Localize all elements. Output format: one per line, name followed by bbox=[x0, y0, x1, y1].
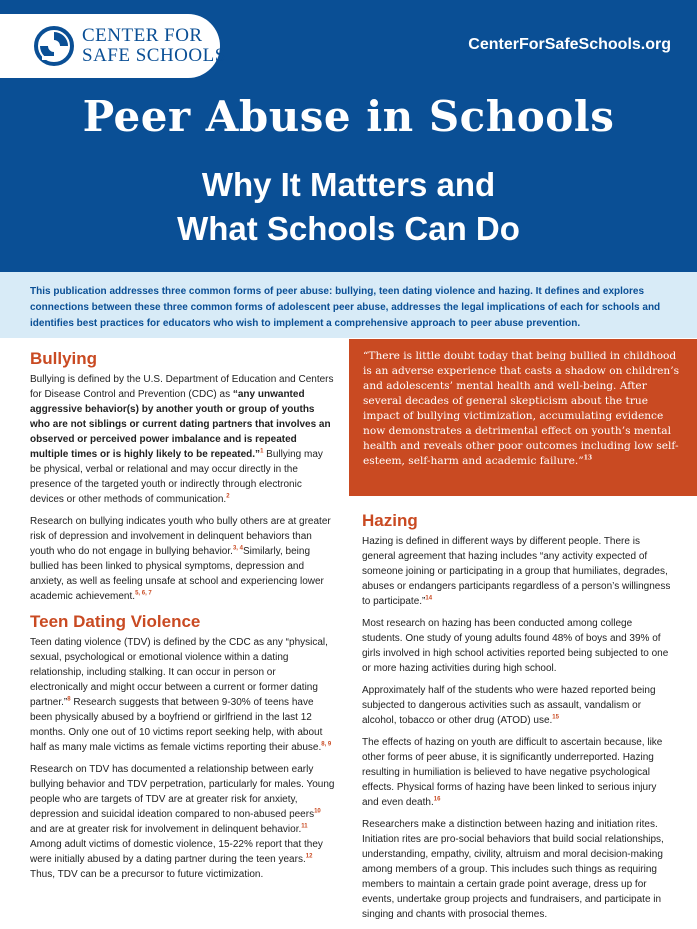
footnote-ref: 13 bbox=[583, 454, 593, 462]
footnote-ref: 5, 6, 7 bbox=[135, 590, 152, 597]
subtitle-line-2: What Schools Can Do bbox=[177, 210, 520, 247]
footnote-ref: 2 bbox=[226, 493, 230, 500]
site-url-link[interactable]: CenterForSafeSchools.org bbox=[468, 36, 671, 53]
footnote-ref: 8 bbox=[67, 696, 71, 703]
text-span: Teen dating violence (TDV) is defined by the CDC as any “physical, sexual, psychological or emotional violence within a dating relationship, including stalking. It can occur in person or electronically and might occur between a current or former dating partner.” bbox=[30, 637, 328, 708]
text-span: Hazing is defined in different ways by different people. There is general agreement that hazing includes “any activity expected of someone joining or participating in a group that humiliates, degrades, abuses or endangers participants regardless of a person’s willingness to participate.” bbox=[362, 536, 671, 607]
text-span: Bullying is defined by the U.S. Department of Education and Centers for Disease Control and Prevention (CDC) as bbox=[30, 374, 334, 400]
hazing-heading: Hazing bbox=[362, 511, 418, 530]
text-span: Similarly, being bullied has been linked to physical symptoms, depression and anxiety, as well as feeling unsafe at school and experiencing lower academic achievement. bbox=[30, 546, 324, 602]
logo-line-1: CENTER FOR bbox=[82, 25, 203, 46]
logo-icon bbox=[34, 26, 74, 66]
page-subtitle bbox=[0, 163, 697, 251]
footnote-ref: 1 bbox=[260, 448, 264, 455]
definition-bold: “any unwanted aggressive behavior(s) by another youth or group of youths who are not siblings or current dating partners that involves an observed or perceived power imbalance and is repeated multiple times or is highly likely to be repeated.” bbox=[30, 389, 331, 460]
subtitle-line-1: Why It Matters and bbox=[201, 166, 496, 203]
footnote-ref: 3, 4 bbox=[232, 545, 243, 552]
text-span: Approximately half of the students who were hazed reported being subjected to dangerous activities such as assault, vandalism or alcohol, tobacco or other drug (ATOD) use. bbox=[362, 685, 656, 726]
page-title: Peer Abuse in Schools bbox=[82, 92, 615, 141]
bullying-paragraph-2 bbox=[30, 514, 335, 604]
tdv-paragraph-1 bbox=[30, 635, 335, 755]
hazing-paragraph-2: Most research on hazing has been conducted among college students. One study of young adults found 48% of boys and 39% of girls involved in high school activities reported being subjected to one or more hazing activities during high school. bbox=[362, 618, 669, 674]
footnote-ref: 16 bbox=[433, 796, 441, 803]
logo[interactable] bbox=[0, 14, 226, 78]
footnote-ref: 11 bbox=[301, 823, 308, 830]
hazing-paragraph-4 bbox=[362, 735, 672, 810]
hazing-paragraph-3 bbox=[362, 683, 672, 728]
logo-wordmark bbox=[82, 26, 226, 66]
text-span: Research suggests that between 9-30% of teens have been physically abused by a boyfriend or girlfriend in the last 12 months. Only one out of 10 victims report seeking help, with about half as many male victims as female victims reporting their abuse. bbox=[30, 697, 323, 753]
tdv-paragraph-2 bbox=[30, 762, 335, 882]
footnote-ref: 14 bbox=[425, 595, 433, 602]
text-span: Research on TDV has documented a relationship between early bullying behavior and TDV perpetration, particularly for males. Young people who are targets of TDV are at greater risk for anxiety, depression and suicidal ideation compared to non-abused peers bbox=[30, 764, 335, 820]
text-span: Thus, TDV can be a precursor to future victimization. bbox=[30, 869, 264, 880]
header-banner bbox=[0, 0, 697, 272]
tdv-heading: Teen Dating Violence bbox=[30, 612, 201, 631]
footnote-ref: 8, 9 bbox=[321, 741, 332, 748]
text-span: The effects of hazing on youth are difficult to ascertain because, like other forms of peer abuse, it is significantly underreported. Hazing resulting in humiliation is believed to have negative psychological effects. Physical forms of hazing have been linked to serious injury and even death. bbox=[362, 737, 663, 808]
quote-text: “There is little doubt today that being bullied in childhood is an adverse experience that casts a shadow on children’s and adolescents’ mental health and well-being. After several decades of general skepticism about the true impact of bullying victimization, accumulating evidence now demonstrates a detrimental effect on youth’s mental health and reveals other poor outcomes including low self-esteem, self-harm and academic failure.” bbox=[363, 350, 680, 467]
pull-quote bbox=[349, 339, 697, 496]
text-span: Research on bullying indicates youth who bully others are at greater risk of depression and involvement in delinquent behaviors than youth who do not engage in bullying behavior. bbox=[30, 516, 331, 557]
text-span: Among adult victims of domestic violence, 15-22% report that they were initially abused by a dating partner during the teen years. bbox=[30, 839, 323, 865]
left-column bbox=[30, 348, 335, 889]
footnote-ref: 12 bbox=[305, 853, 313, 860]
text-span: Bullying may be physical, verbal or relational and may occur directly in the presence of the targeted youth or indirectly through electronic devices or other methods of communication. bbox=[30, 449, 323, 505]
intro-summary: This publication addresses three common forms of peer abuse: bullying, teen dating violence and hazing. It defines and explores connections between these three common forms of adolescent peer abuse, addresses the legal implications of each for schools and identifies best practices for educators who wish to implement a comprehensive approach to peer abuse prevention. bbox=[0, 272, 697, 338]
logo-line-2: SAFE SCHOOLS bbox=[82, 45, 226, 66]
bullying-paragraph-1 bbox=[30, 372, 335, 507]
footnote-ref: 10 bbox=[314, 808, 321, 815]
hazing-paragraph-1 bbox=[362, 534, 672, 609]
hazing-paragraph-5: Researchers make a distinction between hazing and initiation rites. Initiation rites are pro-social behaviors that build social relationships, understanding, empathy, civility, altruism and moral decision-making among members of a group. This includes such things as requiring members to maintain a certain grade point average, dress up for events, undertake group projects and fundraisers, and participate in singing and chants with prosocial themes. bbox=[362, 819, 664, 920]
right-column bbox=[362, 510, 672, 929]
footnote-ref: 15 bbox=[552, 714, 559, 721]
text-span: and are at greater risk for involvement in delinquent behavior. bbox=[30, 824, 302, 835]
bullying-heading: Bullying bbox=[30, 349, 98, 368]
